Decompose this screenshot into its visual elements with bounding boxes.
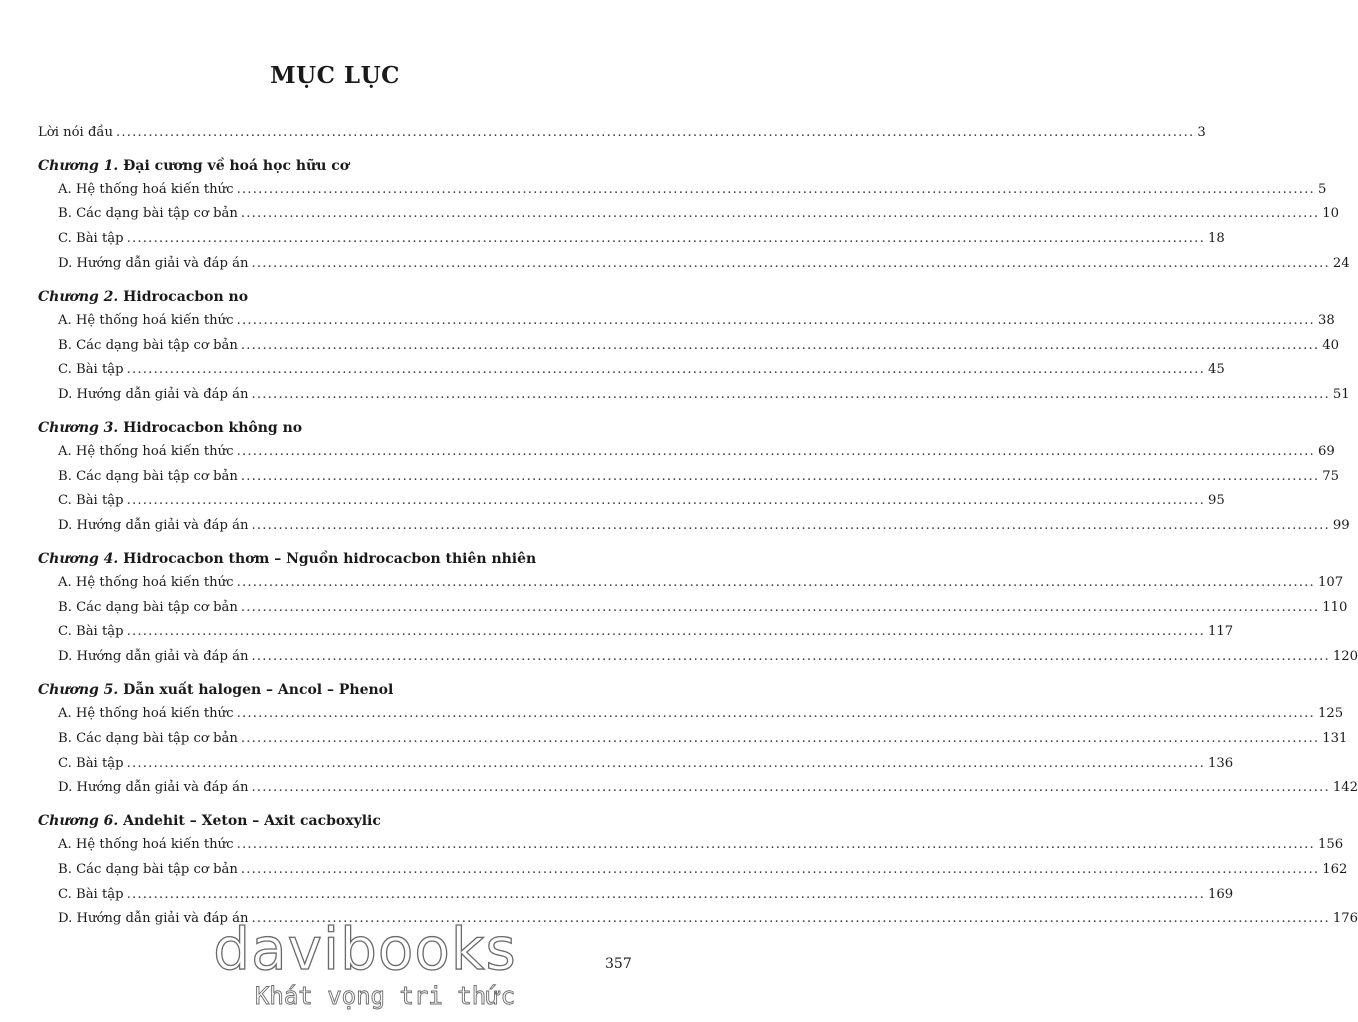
chapter-heading xyxy=(38,417,658,439)
leader-dots: ........................................................................................................................................................................................................ xyxy=(236,837,1315,852)
toc-entry-label: C. Bài tập xyxy=(58,756,124,771)
leader-dots: ........................................................................................................................................................................................................ xyxy=(126,362,1205,377)
toc-entry-page: 131 xyxy=(1322,731,1348,746)
leader-dots: ........................................................................................................................................................................................................ xyxy=(251,780,1330,795)
toc-entry-label: A. Hệ thống hoá kiến thức xyxy=(58,706,234,721)
toc-entry-label: A. Hệ thống hoá kiến thức xyxy=(58,313,234,328)
toc-entry-page: 120 xyxy=(1332,649,1358,664)
toc-entry-page: 3 xyxy=(1197,125,1206,140)
toc-entry-page: 38 xyxy=(1317,313,1335,328)
page-title: MỤC LỤC xyxy=(270,62,400,89)
chapter-name: Hidrocacbon không no xyxy=(123,420,303,436)
toc-entry xyxy=(58,598,1348,618)
toc-entry-page: 99 xyxy=(1332,518,1350,533)
toc-entry-page: 51 xyxy=(1332,387,1350,402)
leader-dots: ........................................................................................................................................................................................................ xyxy=(251,649,1330,664)
toc-entry-page: 136 xyxy=(1207,756,1234,771)
leader-dots: ........................................................................................................................................................................................................ xyxy=(236,182,1315,197)
toc-entry-label: A. Hệ thống hoá kiến thức xyxy=(58,182,234,197)
toc-entry-label: C. Bài tập xyxy=(58,887,124,902)
leader-dots: ........................................................................................................................................................................................................ xyxy=(240,731,1320,746)
toc-entry-label: D. Hướng dẫn giải và đáp án xyxy=(58,911,249,926)
toc-entry xyxy=(58,516,1350,536)
toc-entry-page: 75 xyxy=(1322,469,1340,484)
toc-entry-page: 18 xyxy=(1207,231,1225,246)
toc-entry-label: A. Hệ thống hoá kiến thức xyxy=(58,837,234,852)
chapter-heading xyxy=(38,286,658,308)
toc-entry xyxy=(58,778,1358,798)
leader-dots: ........................................................................................................................................................................................................ xyxy=(126,231,1205,246)
toc-entry-page: 117 xyxy=(1207,624,1234,639)
leader-dots: ........................................................................................................................................................................................................ xyxy=(126,624,1205,639)
toc-entry-page: 45 xyxy=(1207,362,1225,377)
chapter-name: Dẫn xuất halogen – Ancol – Phenol xyxy=(123,682,394,698)
chapter-heading xyxy=(38,679,658,701)
toc-entry-page: 156 xyxy=(1317,837,1344,852)
toc-entry-preface xyxy=(38,123,1206,143)
toc-entry xyxy=(58,229,1225,249)
toc-entry-label: D. Hướng dẫn giải và đáp án xyxy=(58,387,249,402)
toc-entry-page: 169 xyxy=(1207,887,1234,902)
leader-dots: ........................................................................................................................................................................................................ xyxy=(236,444,1315,459)
leader-dots: ........................................................................................................................................................................................................ xyxy=(126,887,1205,902)
chapter-number: Chương 6. xyxy=(38,813,119,829)
chapter-number: Chương 5. xyxy=(38,682,119,698)
page-number: 357 xyxy=(605,956,632,972)
toc-entry-label: D. Hướng dẫn giải và đáp án xyxy=(58,649,249,664)
toc-entry xyxy=(58,885,1234,905)
leader-dots: ........................................................................................................................................................................................................ xyxy=(126,756,1205,771)
toc-entry-label: B. Các dạng bài tập cơ bản xyxy=(58,600,238,615)
toc-entry-page: 162 xyxy=(1322,862,1348,877)
leader-dots: ........................................................................................................................................................................................................ xyxy=(251,911,1330,926)
toc-entry xyxy=(58,573,1344,593)
toc-entry-label: C. Bài tập xyxy=(58,362,124,377)
toc-entry-page: 5 xyxy=(1317,182,1327,197)
toc-entry xyxy=(58,729,1348,749)
chapter-name: Đại cương về hoá học hữu cơ xyxy=(123,158,350,174)
leader-dots: ........................................................................................................................................................................................................ xyxy=(251,518,1330,533)
toc-entry xyxy=(58,622,1234,642)
toc-entry xyxy=(58,442,1335,462)
chapter-name: Hidrocacbon thơm – Nguồn hidrocacbon thiên nhiên xyxy=(123,551,537,567)
toc-entry-page: 10 xyxy=(1322,206,1340,221)
toc-entry-label: A. Hệ thống hoá kiến thức xyxy=(58,444,234,459)
toc-entry-label: D. Hướng dẫn giải và đáp án xyxy=(58,518,249,533)
toc-entry xyxy=(58,204,1340,224)
toc-entry xyxy=(58,835,1344,855)
toc-entry-label: C. Bài tập xyxy=(58,624,124,639)
toc-entry xyxy=(58,180,1327,200)
leader-dots: ........................................................................................................................................................................................................ xyxy=(236,313,1315,328)
toc-entry xyxy=(58,491,1225,511)
toc-entry-page: 176 xyxy=(1332,911,1358,926)
chapter-name: Andehit – Xeton – Axit cacboxylic xyxy=(123,813,381,829)
toc-entry-label: B. Các dạng bài tập cơ bản xyxy=(58,206,238,221)
toc-entry-page: 110 xyxy=(1322,600,1348,615)
leader-dots: ........................................................................................................................................................................................................ xyxy=(240,469,1320,484)
toc-entry xyxy=(58,754,1234,774)
toc-entry-page: 107 xyxy=(1317,575,1344,590)
chapter-heading xyxy=(38,548,658,570)
leader-dots: ........................................................................................................................................................................................................ xyxy=(251,256,1330,271)
toc-entry-label: Lời nói đầu xyxy=(38,125,113,140)
leader-dots: ........................................................................................................................................................................................................ xyxy=(236,575,1315,590)
toc-entry-page: 69 xyxy=(1317,444,1335,459)
toc-entry xyxy=(58,467,1340,487)
leader-dots: ........................................................................................................................................................................................................ xyxy=(240,862,1320,877)
watermark-brand: davibooks xyxy=(213,915,517,983)
chapter-heading xyxy=(38,155,658,177)
chapter-number: Chương 3. xyxy=(38,420,119,436)
leader-dots: ........................................................................................................................................................................................................ xyxy=(236,706,1315,721)
leader-dots: ........................................................................................................................................................................................................ xyxy=(240,338,1320,353)
toc-entry xyxy=(58,254,1350,274)
leader-dots: ........................................................................................................................................................................................................ xyxy=(115,125,1195,140)
toc-entry-page: 24 xyxy=(1332,256,1350,271)
chapter-number: Chương 1. xyxy=(38,158,119,174)
toc-entry-page: 95 xyxy=(1207,493,1225,508)
leader-dots: ........................................................................................................................................................................................................ xyxy=(240,206,1320,221)
chapter-number: Chương 4. xyxy=(38,551,119,567)
toc-entry xyxy=(58,385,1350,405)
leader-dots: ........................................................................................................................................................................................................ xyxy=(126,493,1205,508)
leader-dots: ........................................................................................................................................................................................................ xyxy=(240,600,1320,615)
toc-entry-label: A. Hệ thống hoá kiến thức xyxy=(58,575,234,590)
toc-entry-label: B. Các dạng bài tập cơ bản xyxy=(58,338,238,353)
toc-entry-page: 125 xyxy=(1317,706,1344,721)
toc-entry-label: C. Bài tập xyxy=(58,231,124,246)
toc-entry-page: 40 xyxy=(1322,338,1340,353)
toc-entry-label: B. Các dạng bài tập cơ bản xyxy=(58,731,238,746)
watermark-slogan: Khát vọng tri thức xyxy=(254,982,516,1010)
chapter-heading xyxy=(38,810,658,832)
chapter-number: Chương 2. xyxy=(38,289,119,305)
toc-entry-page: 142 xyxy=(1332,780,1358,795)
toc-entry-label: D. Hướng dẫn giải và đáp án xyxy=(58,780,249,795)
toc-entry-label: B. Các dạng bài tập cơ bản xyxy=(58,862,238,877)
toc-entry-label: C. Bài tập xyxy=(58,493,124,508)
leader-dots: ........................................................................................................................................................................................................ xyxy=(251,387,1330,402)
toc-entry xyxy=(58,860,1348,880)
toc-entry xyxy=(58,704,1344,724)
toc-entry xyxy=(58,647,1358,667)
chapter-name: Hidrocacbon no xyxy=(123,289,249,305)
toc-entry-label: D. Hướng dẫn giải và đáp án xyxy=(58,256,249,271)
toc-entry xyxy=(58,336,1340,356)
toc-entry xyxy=(58,311,1335,331)
toc-entry-label: B. Các dạng bài tập cơ bản xyxy=(58,469,238,484)
toc-entry xyxy=(58,360,1225,380)
